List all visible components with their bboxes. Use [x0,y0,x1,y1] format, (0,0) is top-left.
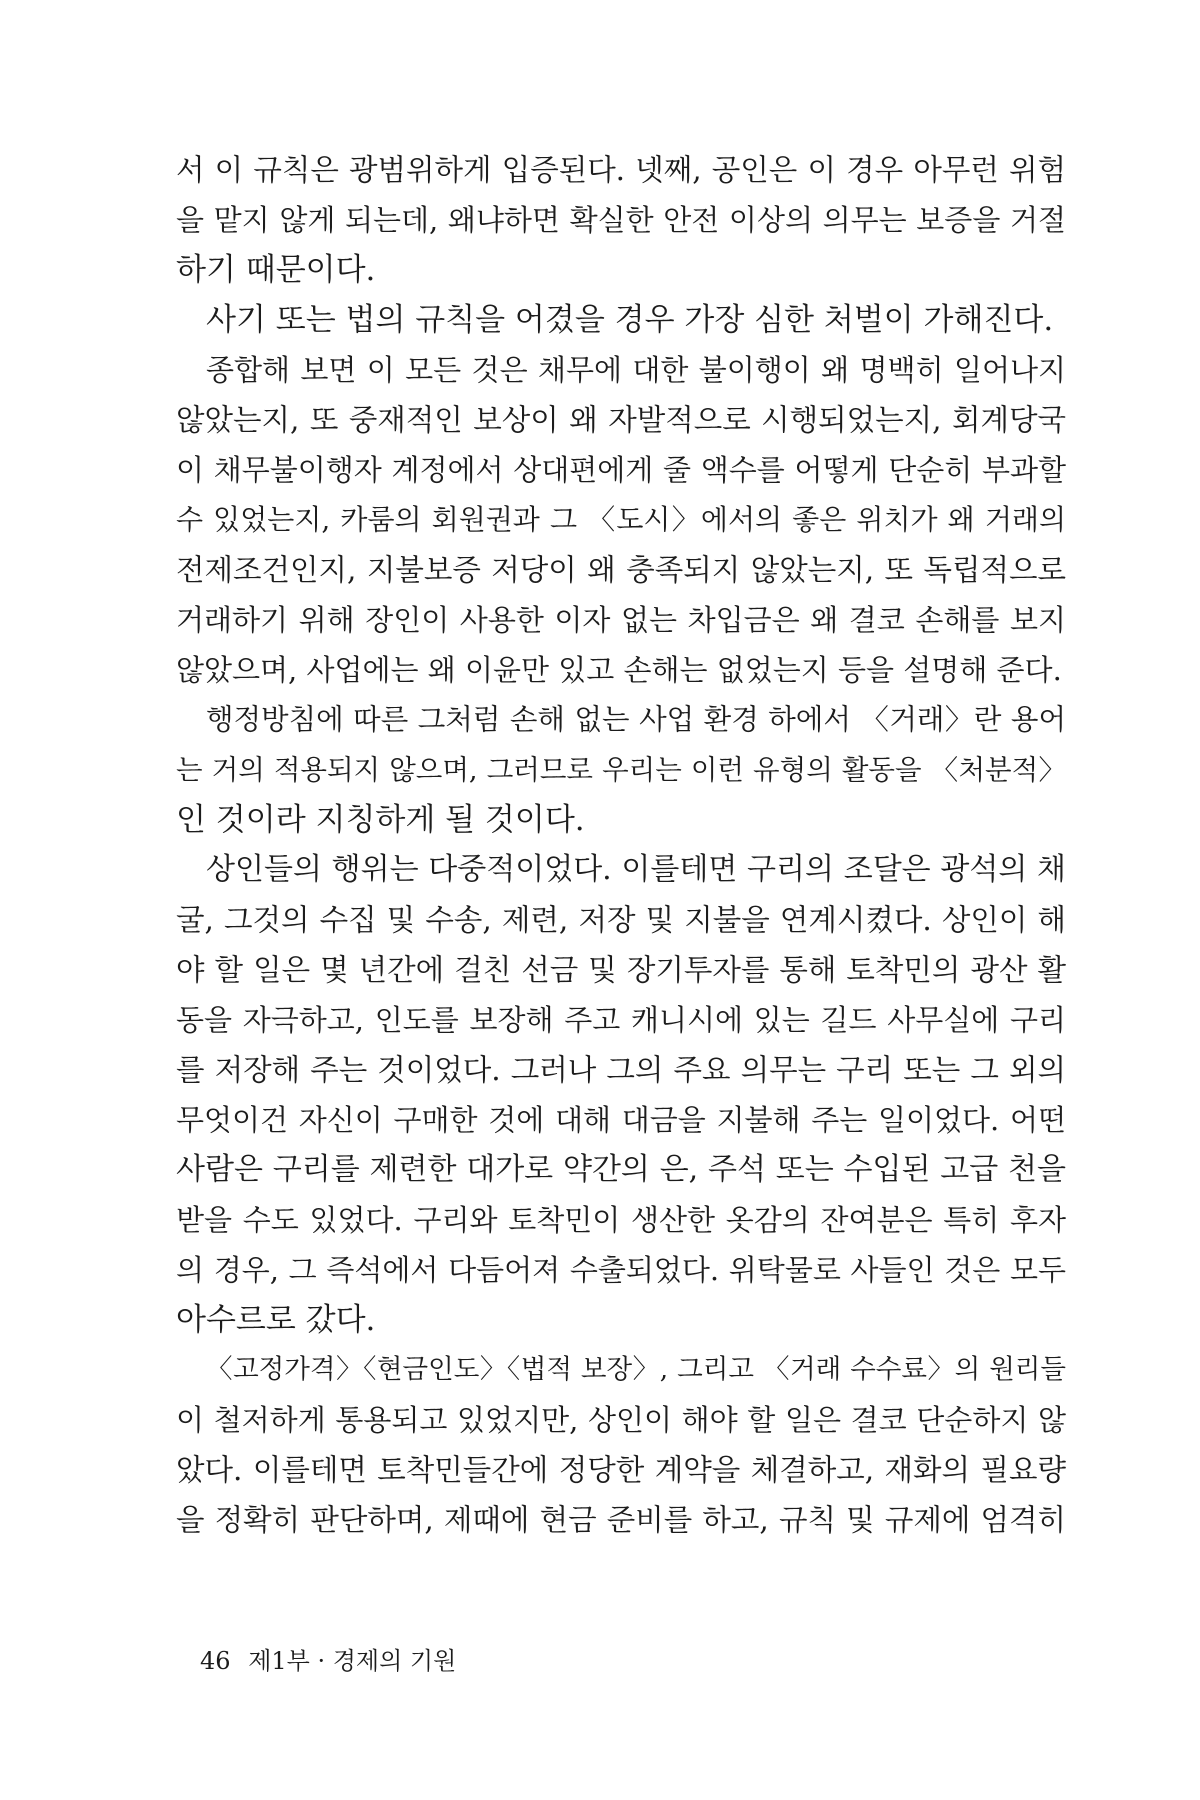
body-text [176,145,1066,1545]
text-line: 거래하기 위해 장인이 사용한 이자 없는 차입금은 왜 결코 손해를 보지 [176,603,1066,637]
text-line: 사기 또는 법의 규칙을 어겼을 경우 가장 심한 처벌이 가해진다. [206,302,1054,338]
text-line: 받을 수도 있었다. 구리와 토착민이 생산한 옷감의 잔여분은 특히 후자 [176,1203,1066,1237]
text-line: 았다. 이를테면 토착민들간에 정당한 계약을 체결하고, 재화의 필요량 [176,1453,1066,1487]
text-line: 무엇이건 자신이 구매한 것에 대해 대금을 지불해 주는 일이었다. 어떤 [176,1103,1066,1137]
text-line: 는 거의 적용되지 않으며, 그러므로 우리는 이런 유형의 활동을 〈처분적〉 [176,754,1066,786]
text-line: 동을 자극하고, 인도를 보장해 주고 캐니시에 있는 길드 사무실에 구리 [176,1003,1066,1037]
running-title: 제1부 · 경제의 기원 [248,1647,457,1675]
text-line: 를 저장해 주는 것이었다. 그러나 그의 주요 의무는 구리 또는 그 외의 [176,1053,1066,1087]
text-line: 을 맡지 않게 되는데, 왜냐하면 확실한 안전 이상의 의무는 보증을 거절 [176,203,1066,237]
text-line: 않았으며, 사업에는 왜 이윤만 있고 손해는 없었는지 등을 설명해 준다. [176,653,1062,687]
text-line: 의 경우, 그 즉석에서 다듬어져 수출되었다. 위탁물로 사들인 것은 모두 [176,1253,1066,1287]
text-line: 행정방침에 따른 그처럼 손해 없는 사업 환경 하에서 〈거래〉란 용어 [206,703,1066,736]
text-line: 사람은 구리를 제련한 대가로 약간의 은, 주석 또는 수입된 고급 천을 [176,1152,1066,1187]
text-line: 인 것이라 지칭하게 될 것이다. [176,802,585,838]
page-number: 46 [200,1647,231,1675]
text-line: 하기 때문이다. [176,252,376,288]
text-line: 이 채무불이행자 계정에서 상대편에게 줄 액수를 어떻게 단순히 부과할 [176,453,1066,487]
text-line: 〈고정가격〉〈현금인도〉〈법적 보장〉, 그리고 〈거래 수수료〉의 원리들 [206,1354,1066,1385]
text-line: 서 이 규칙은 광범위하게 입증된다. 넷째, 공인은 이 경우 아무런 위험 [176,153,1066,187]
text-line: 않았는지, 또 중재적인 보상이 왜 자발적으로 시행되었는지, 회계당국 [176,403,1066,437]
text-line: 야 할 일은 몇 년간에 걸친 선금 및 장기투자를 통해 토착민의 광산 활 [176,953,1066,987]
text-line: 상인들의 행위는 다중적이었다. 이를테면 구리의 조달은 광석의 채 [206,852,1066,887]
text-line: 아수르로 갔다. [176,1302,376,1338]
text-line: 을 정확히 판단하며, 제때에 현금 준비를 하고, 규칙 및 규제에 엄격히 [176,1503,1066,1537]
text-line: 수 있었는지, 카룸의 회원권과 그 〈도시〉에서의 좋은 위치가 왜 거래의 [176,503,1066,536]
text-line: 종합해 보면 이 모든 것은 채무에 대한 불이행이 왜 명백히 일어나지 [206,353,1066,387]
page-footer [200,1646,456,1676]
text-line: 굴, 그것의 수집 및 수송, 제련, 저장 및 지불을 연계시켰다. 상인이 해 [176,903,1066,937]
text-line: 전제조건인지, 지불보증 저당이 왜 충족되지 않았는지, 또 독립적으로 [176,553,1066,587]
text-line: 이 철저하게 통용되고 있었지만, 상인이 해야 할 일은 결코 단순하지 않 [176,1403,1066,1437]
